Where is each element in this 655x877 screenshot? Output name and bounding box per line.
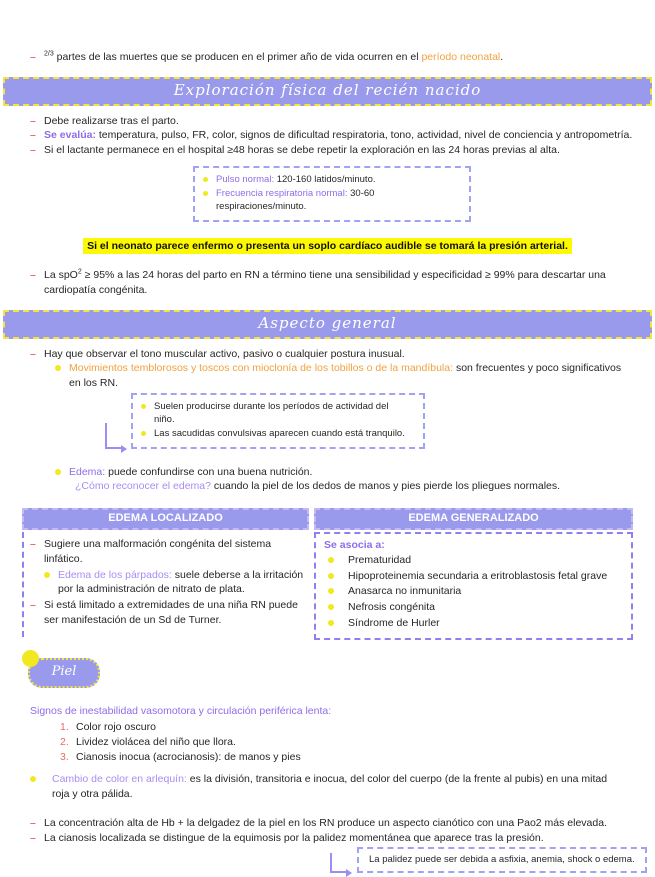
dash-bullet-icon: – bbox=[30, 144, 36, 157]
arrow-connector-icon bbox=[330, 847, 352, 872]
sub-bullet-line: Cambio de color en arlequín: es la división, transitoria e inocua, del color del cuerpo (de la frente al pubis) en una mitad roja y otra pálida. bbox=[30, 772, 622, 801]
bullet-line: – La cianosis localizada se distingue de la equimosis por la palidez momentánea que aparece tras la presión. bbox=[30, 831, 544, 844]
lead-arlequin: Cambio de color en arlequín: bbox=[52, 773, 187, 786]
dot-bullet-icon bbox=[141, 431, 146, 436]
dot-bullet-icon bbox=[44, 572, 50, 578]
list-item: 1. Color rojo oscuro bbox=[60, 721, 156, 734]
table-row: Hipoproteinemia secundaria a eritroblastosis fetal grave bbox=[324, 569, 623, 584]
table-row: – Sugiere una malformación congénita del sistema linfático. bbox=[30, 538, 272, 566]
edema-comparison-table bbox=[22, 508, 633, 640]
dash-bullet-icon: – bbox=[30, 599, 36, 612]
bullet-line: – Debe realizarse tras el parto. bbox=[30, 114, 179, 127]
table-row: Síndrome de Hurler bbox=[324, 616, 623, 631]
list-number: 2. bbox=[60, 736, 69, 749]
highlighted-warning: Si el neonato parece enfermo o presenta un soplo cardíaco audible se tomará la presión arterial. bbox=[83, 238, 572, 255]
sub-line: ¿Cómo reconocer el edema? cuando la piel de los dedos de manos y pies pierde los pliegues normales. bbox=[75, 480, 561, 493]
sub-bullet-line: Edema: puede confundirse con una buena nutrición. bbox=[55, 465, 655, 480]
dash-bullet-icon: – bbox=[30, 129, 36, 142]
pallor-note-box: La palidez puede ser debida a asfixia, anemia, shock o edema. bbox=[357, 847, 647, 872]
note-line: Suelen producirse durante los períodos de actividad del niño. bbox=[141, 400, 409, 427]
dot-bullet-icon bbox=[141, 404, 146, 409]
dash-bullet-icon: – bbox=[30, 347, 36, 360]
dash-bullet-icon: – bbox=[30, 114, 36, 127]
list-item: 3. Cianosis inocua (acrocianosis): de manos y pies bbox=[60, 750, 301, 763]
piel-section-tab bbox=[28, 658, 100, 688]
note-line: Las sacudidas convulsivas aparecen cuando está tranquilo. bbox=[141, 427, 409, 440]
dot-bullet-icon bbox=[30, 776, 36, 782]
lead-movimientos: Movimientos temblorosos y toscos con mioclonía de los tobillos o de la mandíbula: bbox=[69, 362, 454, 375]
dash-bullet-icon: – bbox=[30, 538, 36, 551]
note-line: Frecuencia respiratoria normal: 30-60 respiraciones/minuto. bbox=[203, 187, 455, 214]
section-title: Aspecto general bbox=[258, 313, 397, 332]
lead-se-asocia: Se asocia a: bbox=[324, 539, 385, 552]
dash-bullet-icon: – bbox=[30, 816, 36, 829]
lead-pulso-normal: Pulso normal: bbox=[216, 173, 275, 185]
table-row: Edema de los párpados: suele deberse a la irritación por la administración de nitrato de plata. bbox=[44, 568, 309, 597]
dot-bullet-icon bbox=[203, 177, 208, 182]
table-row: Anasarca no inmunitaria bbox=[324, 584, 623, 599]
lead-como-reconocer: ¿Cómo reconocer el edema? bbox=[75, 480, 211, 493]
table-row: Prematuridad bbox=[324, 553, 623, 568]
arrow-connector-icon bbox=[105, 393, 127, 449]
bullet-line: – Si el lactante permanece en el hospital ≥48 horas se debe repetir la exploración en las 24 horas previas al alta. bbox=[30, 144, 560, 157]
pulse-note-box bbox=[193, 166, 471, 222]
highlight-wrap bbox=[0, 238, 655, 255]
note1-group bbox=[105, 393, 655, 449]
note2-group bbox=[330, 847, 655, 872]
dot-bullet-icon bbox=[203, 191, 208, 196]
dot-bullet-icon bbox=[328, 557, 334, 563]
dot-bullet-icon bbox=[328, 604, 334, 610]
accent-periodo-neonatal: período neonatal bbox=[421, 51, 501, 63]
dot-bullet-icon bbox=[328, 620, 334, 626]
note-line: Pulso normal: 120-160 latidos/minuto. bbox=[203, 173, 455, 186]
fraction-sup: 2/3 bbox=[44, 50, 54, 58]
bullet-line: – Se evalúa: temperatura, pulso, FR, color, signos de dificultad respiratoria, tono, actividad, nivel de conciencia y antropometría. bbox=[30, 129, 633, 142]
sup-2: 2 bbox=[77, 268, 82, 276]
list-item: 2. Lividez violácea del niño que llora. bbox=[60, 736, 236, 749]
dot-bullet-icon bbox=[55, 365, 61, 371]
edema-generalizado-column bbox=[314, 508, 633, 640]
bullet-line: – La concentración alta de Hb + la delgadez de la piel en los RN produce un aspecto cianótico con una Pao2 más elevada. bbox=[30, 816, 607, 829]
section-banner-aspecto bbox=[3, 310, 652, 339]
list-number: 1. bbox=[60, 721, 69, 734]
section-title: Exploración física del recién nacido bbox=[173, 80, 482, 99]
bullet-line: – La spO$^2$ ≥ 95% a las 24 horas del parto en RN a término tiene una sensibilidad y especificidad ≥ 99% para descartar una cardiopatía congénita. bbox=[30, 268, 606, 297]
edema-localizado-column bbox=[22, 508, 309, 640]
dot-bullet-icon bbox=[328, 573, 334, 579]
column-header: EDEMA LOCALIZADO bbox=[22, 508, 309, 530]
bullet-line: – Hay que observar el tono muscular activo, pasivo o cualquier postura inusual. bbox=[30, 347, 405, 360]
column-header: EDEMA GENERALIZADO bbox=[314, 508, 633, 530]
list-number: 3. bbox=[60, 750, 69, 763]
dot-bullet-icon bbox=[55, 469, 61, 475]
table-row: – Si está limitado a extremidades de una niña RN puede ser manifestación de un Sd de Turner. bbox=[30, 599, 298, 626]
sub-bullet-line: Movimientos temblorosos y toscos con mioclonía de los tobillos o de la mandíbula: son frecuentes y poco significativos en los RN. bbox=[55, 361, 627, 390]
tremor-note-box bbox=[131, 393, 425, 449]
lead-se-evalua: Se evalúa: bbox=[44, 129, 96, 142]
yellow-dot-icon bbox=[22, 650, 39, 667]
skin-numbered-list bbox=[60, 720, 655, 764]
dash-bullet-icon: – bbox=[30, 269, 36, 282]
table-row: Nefrosis congénita bbox=[324, 600, 623, 615]
dash-bullet-icon: – bbox=[30, 831, 36, 844]
dash-bullet-icon: – bbox=[30, 51, 36, 63]
lead-fr-normal: Frecuencia respiratoria normal: bbox=[216, 188, 348, 200]
lead-edema-parpados: Edema de los párpados: bbox=[58, 568, 172, 581]
lead-edema: Edema: bbox=[69, 465, 106, 478]
intro-line bbox=[30, 50, 630, 65]
skin-intro: Signos de inestabilidad vasomotora y circulación periférica lenta: bbox=[30, 704, 332, 717]
piel-label: Piel bbox=[51, 663, 77, 679]
section-banner-exploracion bbox=[3, 77, 652, 106]
dot-bullet-icon bbox=[328, 588, 334, 594]
intro-text: $^{2/3}$ partes de las muertes que se producen en el primer año de vida ocurren en el período neonatal. bbox=[44, 50, 504, 63]
